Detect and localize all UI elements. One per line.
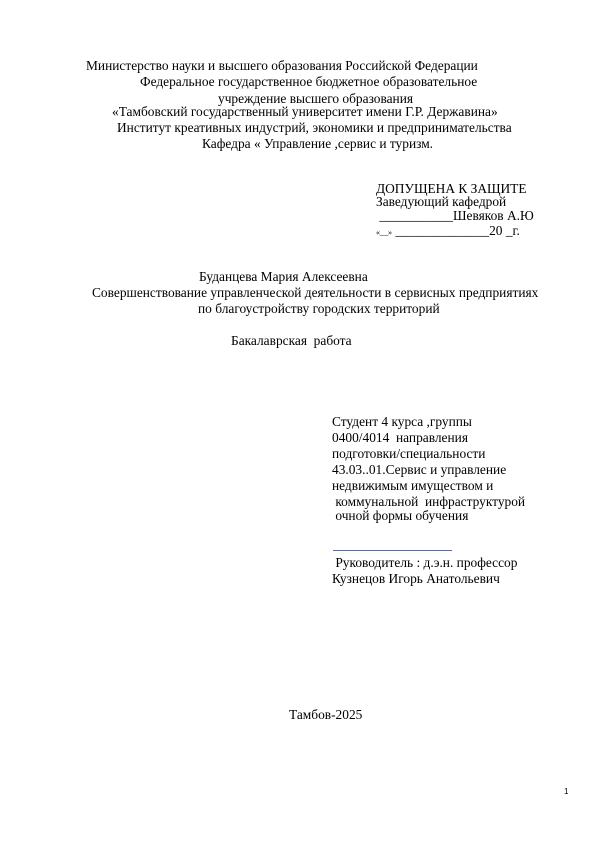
page-number: 1: [564, 787, 569, 796]
student-line5: недвижимым имуществом и: [332, 478, 494, 493]
thesis-title-line1: Совершенствование управленческой деятельности в сервисных предприятиях: [92, 285, 539, 300]
author-name: Буданцева Мария Алексеевна: [199, 269, 368, 284]
approval-title: ДОПУЩЕНА К ЗАЩИТЕ: [376, 181, 527, 196]
approval-role: Заведующий кафедрой: [376, 194, 507, 209]
student-line7: очной формы обучения: [332, 508, 469, 523]
thesis-title-line2: по благоустройству городских территорий: [198, 301, 440, 316]
university-name-line: «Тамбовский государственный университет имени Г.Р. Державина»: [112, 104, 498, 119]
work-type: Бакалаврская работа: [231, 333, 352, 348]
institute-line: Институт креативных индустрий, экономики и предпринимательства: [117, 120, 512, 135]
student-line6: коммунальной инфраструктурой: [332, 494, 526, 509]
ministry-line: Министерство науки и высшего образования Российской Федерации: [86, 58, 478, 73]
student-line3: подготовки/специальности: [332, 446, 486, 461]
supervisor-line1: Руководитель : д.э.н. профессор: [332, 555, 518, 570]
university-type-line: Федеральное государственное бюджетное образовательное: [140, 74, 478, 89]
approval-date-line: ______________20 _г.: [395, 223, 520, 238]
student-line1: Студент 4 курса ,группы: [332, 414, 472, 429]
signature-underline: [333, 550, 452, 551]
approval-date: [376, 223, 520, 241]
institution-type-line: учреждение высшего образования: [218, 91, 414, 106]
student-line2: 0400/4014 направления: [332, 430, 468, 445]
department-line: Кафедра « Управление ,сервис и туризм.: [202, 136, 434, 151]
supervisor-line2: Кузнецов Игорь Анатольевич: [332, 571, 500, 586]
student-line4: 43.03..01.Сервис и управление: [332, 462, 507, 477]
city-year: Тамбов-2025: [289, 707, 363, 722]
approval-signature: ___________Шевяков А.Ю: [376, 208, 534, 223]
approval-date-quote: «__»: [376, 228, 392, 237]
